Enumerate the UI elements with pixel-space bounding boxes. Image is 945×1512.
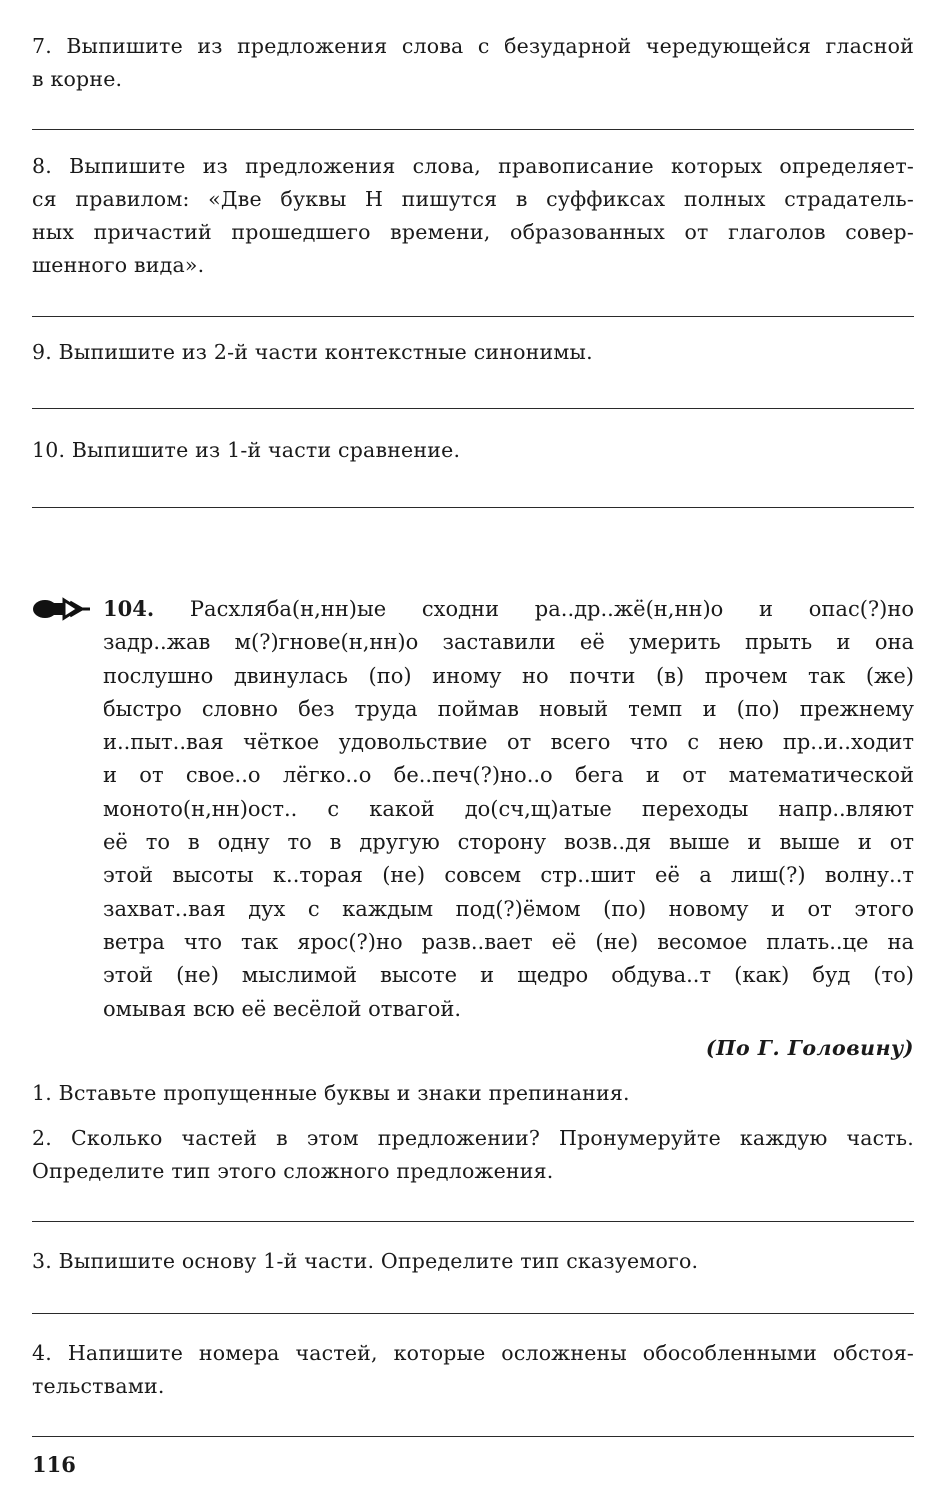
- question-8-line-3: ных причастий прошедшего времени, образованных от глаголов совер-: [32, 220, 914, 244]
- question-7-line-1: 7. Выпишите из предложения слова с безударной чередующейся гласной: [32, 34, 914, 58]
- answer-line-7[interactable]: [32, 129, 914, 130]
- question-8-line-2: ся правилом: «Две буквы Н пишутся в суффиксах полных страдатель-: [32, 187, 914, 211]
- exercise-line: быстро словно без труда поймав новый темп и (по) прежнему: [103, 696, 914, 721]
- question-7-line-2: в корне.: [32, 67, 123, 91]
- answer-line-task-4[interactable]: [32, 1436, 914, 1437]
- exercise-line: этой (не) мыслимой высоте и щедро обдува..т (как) буд (то): [103, 963, 914, 988]
- question-8: [32, 150, 914, 282]
- exercise-line: и от свое..о лёгко..о бе..печ(?)но..о бега и от математической: [103, 763, 914, 788]
- exercise-line: 104. Расхляба(н,нн)ые сходни ра..др..жё(н,нн)о и опас(?)но: [103, 596, 914, 621]
- question-10: [32, 434, 914, 467]
- exercise-line: задр..жав м(?)гнове(н,нн)о заставили её умерить прыть и она: [103, 630, 914, 655]
- answer-line-8[interactable]: [32, 316, 914, 317]
- question-8-line-1: 8. Выпишите из предложения слова, правописание которых определяет-: [32, 154, 914, 178]
- answer-line-9[interactable]: [32, 408, 914, 409]
- attribution: (По Г. Головину): [705, 1036, 914, 1060]
- exercise-line: захват..вая дух с каждым под(?)ёмом (по) новому и от этого: [103, 896, 914, 921]
- task-4-line-1: 4. Напишите номера частей, которые осложнены обособленными обстоя-: [32, 1341, 914, 1365]
- question-8-line-4: шенного вида».: [32, 253, 205, 277]
- exercise-number: 104.: [103, 596, 155, 621]
- answer-line-task-2[interactable]: [32, 1221, 914, 1222]
- task-3: [32, 1245, 914, 1278]
- exercise-104-text: [103, 592, 914, 1026]
- task-1-line-1: 1. Вставьте пропущенные буквы и знаки препинания.: [32, 1081, 630, 1105]
- task-4: [32, 1337, 914, 1403]
- exercise-line: и..пыт..вая чёткое удовольствие от всего что с нею пр..и..ходит: [103, 730, 914, 755]
- exercise-line: этой высоты к..торая (не) совсем стр..шит её а лиш(?) волну..т: [103, 863, 914, 888]
- task-2-line-1: 2. Сколько частей в этом предложении? Пронумеруйте каждую часть.: [32, 1126, 914, 1150]
- task-2: [32, 1122, 914, 1188]
- answer-line-10[interactable]: [32, 507, 914, 508]
- exercise-line: ветра что так ярос(?)но разв..вает её (не) весомое плать..це на: [103, 929, 914, 954]
- task-4-line-2: тельствами.: [32, 1374, 165, 1398]
- exercise-line: её то в одну то в другую сторону возв..дя выше и выше и от: [103, 830, 914, 855]
- answer-line-task-3[interactable]: [32, 1313, 914, 1314]
- task-1: [32, 1077, 914, 1110]
- task-3-line-1: 3. Выпишите основу 1-й части. Определите тип сказуемого.: [32, 1249, 699, 1273]
- question-9-line-1: 9. Выпишите из 2-й части контекстные синонимы.: [32, 340, 593, 364]
- exercise-line: послушно двинулась (по) иному но почти (в) прочем так (же): [103, 663, 914, 688]
- exercise-line: омывая всю её весёлой отвагой.: [103, 996, 462, 1021]
- pen-nib-icon: [30, 596, 94, 622]
- question-9: [32, 336, 914, 369]
- task-2-line-2: Определите тип этого сложного предложения.: [32, 1159, 554, 1183]
- question-10-line-1: 10. Выпишите из 1-й части сравнение.: [32, 438, 461, 462]
- page-number: 116: [32, 1452, 76, 1477]
- question-7: [32, 30, 914, 96]
- exercise-line: моното(н,нн)ост.. с какой до(сч,щ)атые переходы напр..вляют: [103, 796, 914, 821]
